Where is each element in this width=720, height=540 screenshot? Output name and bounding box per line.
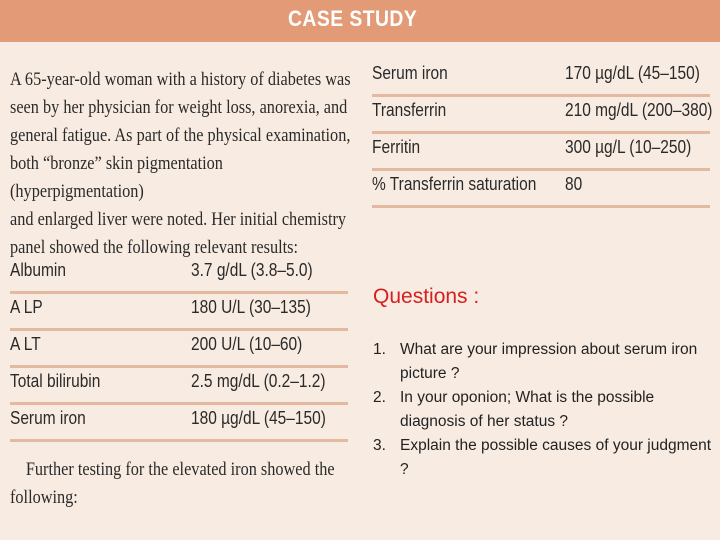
list-item: [373, 386, 713, 434]
test-name: A LT: [10, 334, 41, 354]
table-row: [372, 60, 710, 97]
test-name: Albumin: [10, 260, 66, 280]
case-intro-paragraph: [10, 66, 360, 262]
intro-line: seen by her physician for weight loss, anorexia, and: [10, 98, 348, 118]
test-name: A LP: [10, 297, 43, 317]
test-name: Serum iron: [372, 63, 448, 83]
intro-line: general fatigue. As part of the physical examination,: [10, 126, 351, 146]
further-line: following:: [10, 488, 78, 508]
test-name: Total bilirubin: [10, 371, 101, 391]
table-row: [10, 294, 348, 331]
further-testing-paragraph: [10, 456, 362, 512]
questions-heading: Questions :: [373, 285, 480, 308]
question-number: 2.: [373, 389, 386, 406]
test-value: 180 µg/dL (45–150): [191, 408, 326, 428]
intro-line: and enlarged liver were noted. Her initial chemistry: [10, 210, 347, 230]
intro-line: A 65-year-old woman with a history of diabetes was: [10, 70, 351, 90]
test-value: 80: [565, 174, 583, 194]
test-value: 2.5 mg/dL (0.2–1.2): [191, 371, 326, 391]
test-name: Ferritin: [372, 137, 421, 157]
table-row: [372, 171, 710, 208]
case-study-title: CASE STUDY: [288, 6, 418, 31]
question-number: 1.: [373, 341, 386, 358]
test-value: 180 U/L (30–135): [191, 297, 311, 317]
test-value: 200 U/L (10–60): [191, 334, 303, 354]
test-value: 3.7 g/dL (3.8–5.0): [191, 260, 313, 280]
test-name: % Transferrin saturation: [372, 174, 537, 194]
list-item: [373, 434, 713, 482]
question-text: Explain the possible causes of your judgment ?: [400, 437, 712, 478]
question-number: 3.: [373, 437, 386, 454]
table-row: [10, 368, 348, 405]
table-row: [372, 134, 710, 171]
table-row: [372, 97, 713, 134]
initial-results-table: [10, 257, 348, 442]
questions-list: [373, 338, 713, 482]
intro-line: both “bronze” skin pigmentation (hyperpigmentation): [10, 154, 223, 202]
test-value: 170 µg/dL (45–150): [565, 63, 700, 83]
table-row: [10, 405, 348, 442]
further-line: Further testing for the elevated iron showed the: [25, 460, 335, 480]
test-value: 300 µg/L (10–250): [565, 137, 692, 157]
list-item: [373, 338, 713, 386]
question-text: What are your impression about serum iron picture ?: [400, 341, 698, 382]
table-row: [10, 331, 348, 368]
intro-line: panel showed the following relevant results:: [10, 238, 298, 258]
test-name: Serum iron: [10, 408, 86, 428]
test-value: 210 mg/dL (200–380): [565, 100, 713, 120]
iron-results-table: [372, 60, 713, 208]
question-text: In your oponion; What is the possible diagnosis of her status ?: [400, 389, 655, 430]
table-row: [10, 257, 348, 294]
test-name: Transferrin: [372, 100, 447, 120]
case-study-header: [0, 0, 720, 42]
